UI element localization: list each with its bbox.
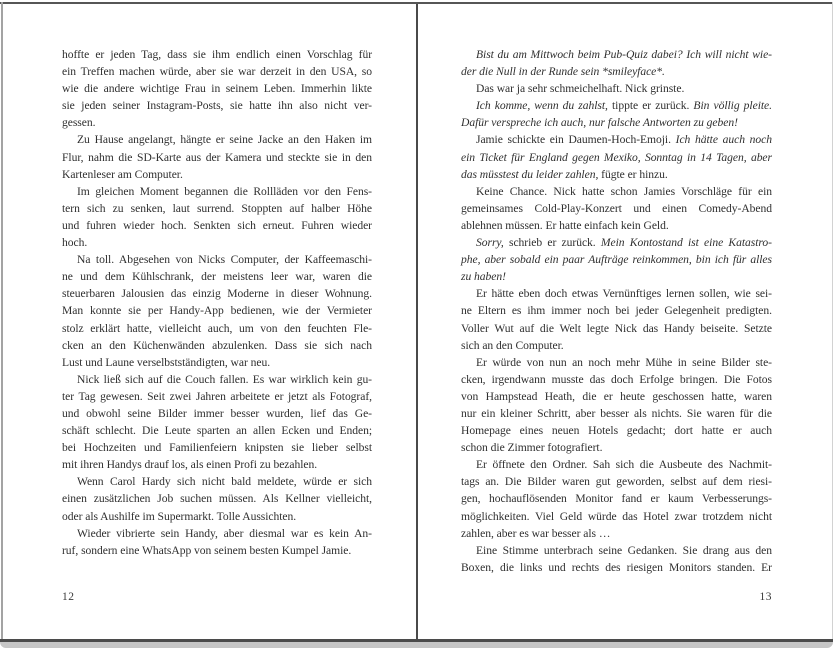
- text-run: mit ihren Handys drauf los, als einen Profi zu bezahlen.: [62, 458, 318, 472]
- text-run: ne und dem Kühlschrank, der meistens leer war, waren die: [62, 270, 372, 284]
- italic-text-run: der die Null in der Runde sein *smileyface*.: [461, 65, 665, 79]
- text-line: [461, 200, 772, 217]
- text-run: Zu Hause angelangt, hängte er seine Jacke an den Haken im: [77, 133, 372, 147]
- text-line: [62, 320, 372, 337]
- text-line: [461, 456, 772, 473]
- text-line: [62, 46, 372, 63]
- text-line: [461, 439, 772, 456]
- text-run: Jamie schickte ein Daumen-Hoch-Emoji.: [476, 133, 676, 147]
- text-line: [62, 371, 372, 388]
- text-line: [62, 97, 372, 114]
- text-run: gen, hochauflösenden Monitor fand er kaum Verbesserungs-: [461, 492, 772, 506]
- text-run: zahlen, aber es war besser als …: [461, 526, 611, 540]
- text-line: [62, 285, 372, 302]
- text-run: tern sich zu senken, laut surrend. Stoppten auf halber Höhe: [62, 201, 372, 215]
- text-line: [62, 473, 372, 490]
- scan-bottom-edge: [0, 639, 833, 648]
- text-run: cken, irgendwann musste das doch Erfolge bringen. Die Fotos: [461, 372, 772, 386]
- text-run: Voller Wut auf die Welt legte Nick das Handy beiseite. Setzte: [461, 321, 772, 335]
- text-line: [461, 542, 772, 559]
- text-line: [461, 217, 772, 234]
- text-line: [461, 251, 772, 268]
- text-run: gessen.: [62, 116, 96, 130]
- text-run: von Hampstead Heath, die er heute geschossen hatte, waren: [461, 389, 772, 403]
- text-line: [62, 131, 372, 148]
- text-run: sich an den Computer.: [461, 338, 564, 352]
- italic-text-run: Ich hätte auch noch: [675, 133, 772, 147]
- text-line: [461, 268, 772, 285]
- text-line: [461, 405, 772, 422]
- italic-text-run: Ich komme, wenn du zahlst,: [476, 99, 608, 113]
- text-run: Das war ja sehr schmeichelhaft. Nick grinste.: [476, 82, 685, 96]
- page-left-text: [62, 46, 372, 559]
- text-run: oder als Aushilfe im Supermarkt. Tolle Aussichten.: [62, 509, 297, 523]
- text-line: [62, 166, 372, 183]
- text-run: stolz erklärt hatte, vielleicht auch, um von den feuchten Fle-: [62, 321, 372, 335]
- text-run: Wenn Carol Hardy sich nicht bald meldete, würde er sich: [77, 475, 372, 489]
- text-line: [62, 405, 372, 422]
- text-run: sie jeden seiner Instagram-Posts, sie hatte ihn also nicht ver-: [62, 99, 372, 113]
- page-number-right: 13: [759, 591, 772, 603]
- text-line: [62, 508, 372, 525]
- text-line: [62, 337, 372, 354]
- italic-text-run: ein Ticket für England gegen Mexiko, Sonntag in 14 Tagen, aber: [461, 150, 772, 164]
- text-line: [62, 200, 372, 217]
- text-line: [62, 114, 372, 131]
- text-run: Keine Chance. Nick hatte schon Jamies Vorschläge für ein: [476, 184, 772, 198]
- text-run: tippte er zurück.: [607, 99, 694, 113]
- text-line: [62, 302, 372, 319]
- text-line: [461, 337, 772, 354]
- text-line: [62, 63, 372, 80]
- text-run: Man konnte sie per Handy-App bedienen, wie der Vermieter: [62, 304, 372, 318]
- page-gutter-divider: [416, 4, 418, 640]
- page-number-left: 12: [62, 591, 75, 603]
- text-run: ter Tag gewesen. Seit zwei Jahren arbeitete er jetzt als Fotograf,: [62, 389, 372, 403]
- scan-left-edge: [1, 2, 3, 640]
- text-line: [461, 166, 772, 183]
- text-run: tags an. Die Bilder waren gut geworden, selbst auf dem riesi-: [461, 475, 772, 489]
- text-run: möglichkeiten. Viel Geld würde das Hotel zwar trotzdem nicht: [461, 509, 772, 523]
- text-run: Boxen, die links und rechts des riesigen Monitors standen. Er: [461, 560, 772, 574]
- text-line: [461, 525, 772, 542]
- text-run: und fuhren wieder hoch. Senkten sich erneut. Fuhren wieder: [62, 218, 372, 232]
- text-line: [461, 559, 772, 576]
- text-line: [62, 268, 372, 285]
- text-line: [62, 251, 372, 268]
- text-line: [461, 302, 772, 319]
- text-line: [62, 422, 372, 439]
- italic-text-run: phe, aber sobald ein paar Aufträge reinkommen, bin ich für alles: [461, 253, 772, 267]
- text-line: [62, 542, 372, 559]
- text-run: Eine Stimme unterbrach seine Gedanken. Sie drang aus den: [476, 543, 772, 557]
- text-line: [461, 388, 772, 405]
- text-line: [461, 320, 772, 337]
- text-run: Er würde von nun an noch mehr Mühe in seine Bilder ste-: [476, 355, 772, 369]
- text-line: [461, 422, 772, 439]
- text-run: einen zusätzlichen Job suchen müssen. Als Kellner vielleicht,: [62, 492, 372, 506]
- text-line: [62, 388, 372, 405]
- text-line: [62, 217, 372, 234]
- italic-text-run: Bist du am Mittwoch beim Pub-Quiz dabei? Ich will nicht wie-: [476, 48, 772, 61]
- text-run: schäft schlecht. Die Leute sparten an allen Ecken und Enden;: [62, 424, 372, 438]
- text-run: nur ein kleiner Schritt, aber besser als nichts. Sie waren für die: [461, 406, 772, 420]
- text-run: hoffte er jeden Tag, dass sie ihm endlich einen Vorschlag für: [62, 48, 372, 61]
- text-run: Kartenleser am Computer.: [62, 167, 183, 181]
- italic-text-run: Bin völlig pleite.: [693, 99, 772, 113]
- text-run: Na toll. Abgesehen von Nicks Computer, der Kaffeemaschi-: [77, 253, 372, 267]
- text-run: ruf, sondern eine WhatsApp von seinem besten Kumpel Jamie.: [62, 543, 352, 557]
- text-run: fügte er hinzu.: [598, 167, 668, 181]
- text-run: Nick ließ sich auf die Couch fallen. Es war wirklich kein gu-: [77, 372, 372, 386]
- text-run: Flur, nahm die SD-Karte aus der Kamera und steckte sie in den: [62, 150, 372, 164]
- text-run: ne Eltern es ihm immer noch bei jeder Gelegenheit predigten.: [461, 304, 772, 318]
- italic-text-run: das müsstest du leider zahlen,: [461, 167, 599, 181]
- text-run: ein Treffen machen würde, aber sie war derzeit in den USA, so: [62, 65, 372, 79]
- italic-text-run: Dafür verspreche ich auch, nur falsche Antworten zu geben!: [461, 116, 738, 130]
- text-line: [62, 234, 372, 251]
- text-line: [62, 183, 372, 200]
- italic-text-run: Mein Kontostand ist eine Katastro-: [600, 236, 772, 250]
- text-run: bei Hochzeiten und Familienfeiern knipsten sie lieber selbst: [62, 441, 372, 455]
- text-run: Lust und Laune verselbstständigten, war neu.: [62, 355, 271, 369]
- text-line: [461, 183, 772, 200]
- text-line: [461, 234, 772, 251]
- text-line: [62, 490, 372, 507]
- text-line: [461, 354, 772, 371]
- scan-top-edge: [0, 2, 833, 4]
- text-run: gemeinsames Cold-Play-Konzert und einen Comedy-Abend: [461, 201, 772, 215]
- text-line: [461, 508, 772, 525]
- text-run: Homepage eines neuen Hotels gedacht; dort hatte er auch: [461, 424, 772, 438]
- text-run: und obwohl seine Bilder immer besser wurden, lief das Ge-: [62, 406, 372, 420]
- text-run: schrieb er zurück.: [503, 236, 601, 250]
- text-line: [461, 490, 772, 507]
- text-run: hoch.: [62, 236, 88, 250]
- italic-text-run: zu haben!: [461, 270, 506, 284]
- page-right-text: [461, 46, 772, 576]
- text-line: [62, 439, 372, 456]
- italic-text-run: Sorry,: [476, 236, 504, 250]
- text-run: schon die Zimmer fotografiert.: [461, 441, 603, 455]
- text-line: [461, 285, 772, 302]
- text-run: ablehnen müssen. Er hatte einfach kein Geld.: [461, 218, 669, 232]
- text-line: [461, 371, 772, 388]
- text-line: [461, 80, 772, 97]
- text-run: wie die andere wichtige Frau in seinem Leben. Immerhin likte: [62, 82, 372, 96]
- text-run: Er hätte eben doch etwas Vernünftiges lernen sollen, wie sei-: [476, 287, 772, 301]
- text-line: [62, 149, 372, 166]
- text-line: [62, 456, 372, 473]
- text-line: [62, 354, 372, 371]
- text-line: [62, 525, 372, 542]
- text-run: Wieder vibrierte sein Handy, aber diesmal war es kein An-: [77, 526, 372, 540]
- text-line: [461, 131, 772, 148]
- text-line: [461, 46, 772, 63]
- text-line: [461, 473, 772, 490]
- text-run: Im gleichen Moment begannen die Rollläden vor den Fens-: [77, 184, 372, 198]
- text-run: cken an den Küchenwänden abzulenken. Dass sie sich nach: [62, 338, 372, 352]
- text-run: steuerbaren Jalousien das einzig Moderne in dieser Wohnung.: [62, 287, 372, 301]
- text-line: [461, 114, 772, 131]
- text-line: [461, 97, 772, 114]
- text-line: [461, 149, 772, 166]
- text-line: [62, 80, 372, 97]
- text-line: [461, 63, 772, 80]
- text-run: Er öffnete den Ordner. Sah sich die Ausbeute des Nachmit-: [476, 458, 772, 472]
